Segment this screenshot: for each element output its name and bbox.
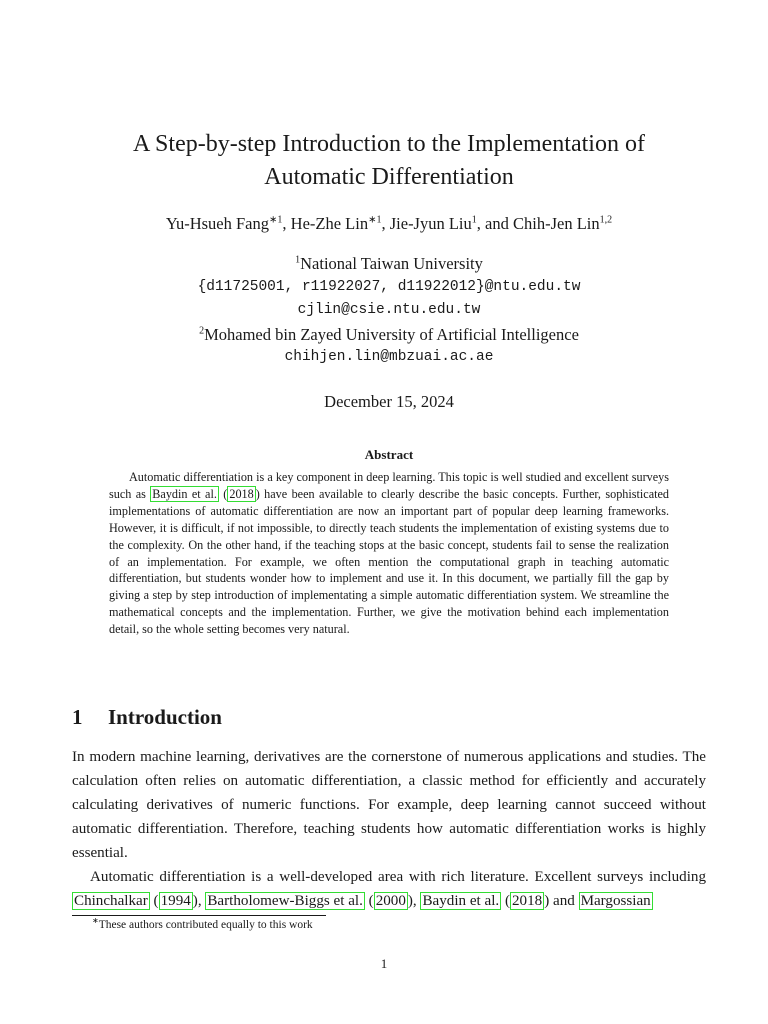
paren: ( xyxy=(218,486,228,501)
author-name: He-Zhe Lin xyxy=(290,214,369,233)
section-number: 1 xyxy=(72,705,83,729)
affiliations xyxy=(70,252,708,370)
paren: ( xyxy=(149,893,159,909)
abstract-text-part: ) have been available to clearly describe the basic concepts. Further, sophisticated implementations of automatic differentiation are now an important part of popular deep learning frameworks. However, it is difficult, if not impossible, to directly teach students the implementation of existing systems due to the complexity. On the other hand, if the teaching stops at the basic concept, students fail to sense the realization of an implementation. For example, we often mention the computational graph in teaching automatic differentiation, but students wonder how to implement and use it. In this document, we partially fill the gap by giving a step by step introduction of implementating a simple automatic differentiation system. We streamline the mathematical concepts and the implementation. Further, we give the motivation behind each implementation detail, so the whole setting becomes very natural. xyxy=(109,486,669,637)
paren: ) xyxy=(192,893,198,909)
author-name: Jie-Jyun Liu xyxy=(389,214,472,233)
abstract-text-part: Automatic differentiation is a key component in deep learning. This topic is well studied and excellent surveys such as xyxy=(109,470,669,501)
abstract-text xyxy=(109,469,669,638)
affiliation-mark: 1 xyxy=(295,254,301,266)
author-separator: , xyxy=(381,214,390,233)
author-mark: ∗1 xyxy=(269,214,283,226)
intro-paragraph-1: In modern machine learning, derivatives are the cornerstone of numerous applications and studies. The calculation often relies on automatic differentiation, a classic method for efficiently and accurately calculating derivatives of numeric functions. For example, deep learning cannot succeed without automatic differentiation. Therefore, teaching students how automatic differentiation works is highly essential. xyxy=(72,749,706,861)
affiliation-2 xyxy=(70,323,708,347)
paren: ) xyxy=(407,893,413,909)
citation-year-link[interactable]: 2018 xyxy=(229,486,254,501)
author-mark: 1,2 xyxy=(599,214,613,226)
separator: , xyxy=(197,893,206,909)
citation-year-link[interactable]: 2000 xyxy=(375,893,406,909)
author-name: Chih-Jen Lin xyxy=(512,214,600,233)
title-line-2: Automatic Differentiation xyxy=(264,164,514,190)
affiliation-mark: 2 xyxy=(199,325,205,336)
paragraph-text: Automatic differentiation is a well-developed area with rich literature. Excellent surveys including xyxy=(90,869,706,885)
footnote-mark: ∗ xyxy=(92,916,99,926)
citation-link[interactable]: Baydin et al. xyxy=(152,486,217,501)
citation-year-link[interactable]: 2018 xyxy=(512,893,543,909)
affiliation-2-email[interactable]: chihjen.lin@mbzuai.ac.ae xyxy=(284,349,494,365)
citation-link[interactable]: Margossian xyxy=(580,893,651,909)
author-mark: 1 xyxy=(471,214,477,226)
author-list xyxy=(70,213,708,235)
footnote-text: These authors contributed equally to this work xyxy=(98,919,313,931)
paren: ) xyxy=(544,893,550,909)
section-title: Introduction xyxy=(108,705,222,729)
section-heading xyxy=(72,705,222,730)
title-line-1: A Step-by-step Introduction to the Implementation of xyxy=(133,131,645,157)
paren: ( xyxy=(501,893,510,909)
affiliation-1 xyxy=(70,252,708,276)
affiliation-1-email-2[interactable]: cjlin@csie.ntu.edu.tw xyxy=(297,302,481,318)
paper-date: December 15, 2024 xyxy=(324,392,454,411)
separator: , xyxy=(412,893,421,909)
page-number: 1 xyxy=(380,956,388,971)
citation-link[interactable]: Bartholomew-Biggs et al. xyxy=(207,893,363,909)
author-separator: , xyxy=(282,214,291,233)
separator: and xyxy=(549,893,579,909)
introduction-body xyxy=(72,745,706,913)
author-separator: , and xyxy=(476,214,513,233)
abstract-heading: Abstract xyxy=(364,447,414,462)
affiliation-name: Mohamed bin Zayed University of Artificial Intelligence xyxy=(204,324,579,344)
footnote xyxy=(92,916,313,931)
author-name: Yu-Hsueh Fang xyxy=(165,214,270,233)
citation-link[interactable]: Chinchalkar xyxy=(74,893,148,909)
intro-paragraph-2 xyxy=(72,865,706,913)
affiliation-name: National Taiwan University xyxy=(300,254,483,273)
author-mark: ∗1 xyxy=(368,214,382,226)
citation-year-link[interactable]: 1994 xyxy=(160,893,191,909)
citation-link[interactable]: Baydin et al. xyxy=(422,893,500,909)
paren: ( xyxy=(364,893,374,909)
footnote-divider xyxy=(72,915,326,916)
paper-title xyxy=(70,128,708,194)
affiliation-1-emails[interactable]: {d11725001, r11922027, d11922012}@ntu.edu.tw xyxy=(197,278,581,295)
